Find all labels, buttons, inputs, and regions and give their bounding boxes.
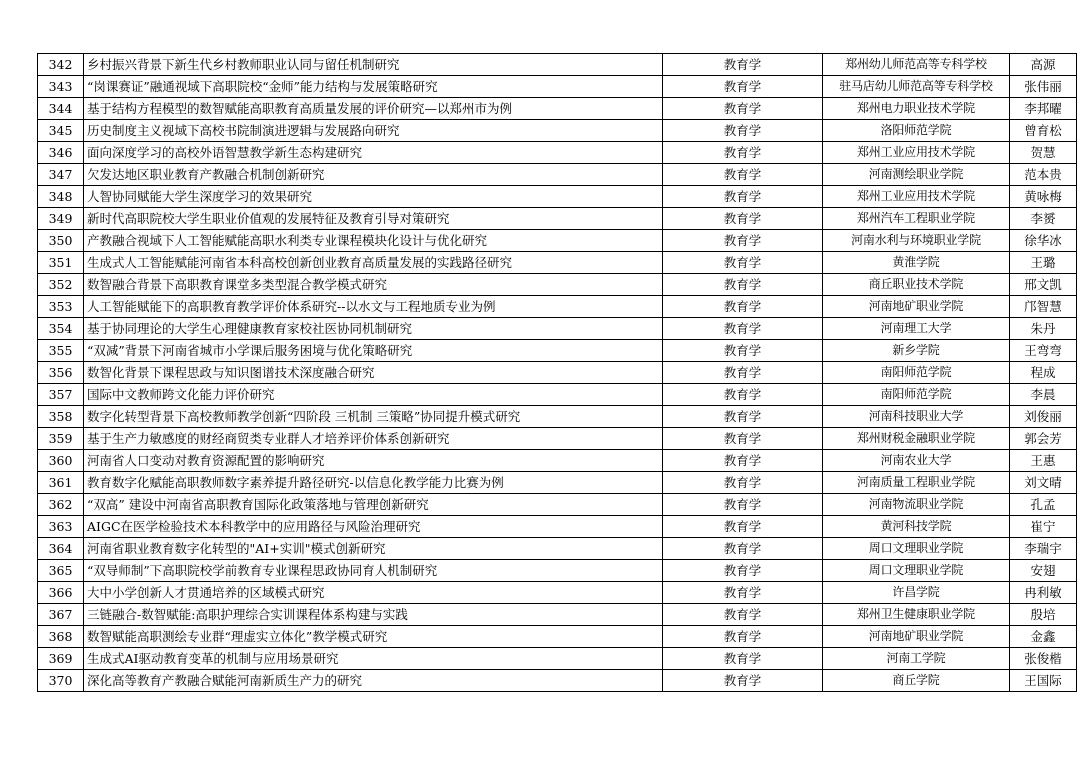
subject-cell: 教育学 (663, 472, 823, 494)
project-title-cell: 基于协同理论的大学生心理健康教育家校社医协同机制研究 (84, 318, 663, 340)
institution-cell: 河南农业大学 (823, 450, 1010, 472)
project-title-cell: 国际中文教师跨文化能力评价研究 (84, 384, 663, 406)
table-row (38, 54, 1077, 76)
project-title-cell: 基于生产力敏感度的财经商贸类专业群人才培养评价体系创新研究 (84, 428, 663, 450)
subject-cell: 教育学 (663, 208, 823, 230)
subject-cell: 教育学 (663, 560, 823, 582)
table-body (38, 54, 1077, 692)
row-number-cell: 345 (38, 120, 84, 142)
principal-name-cell: 刘文晴 (1010, 472, 1077, 494)
table-row (38, 120, 1077, 142)
principal-name-cell: 张伟丽 (1010, 76, 1077, 98)
row-number-cell: 366 (38, 582, 84, 604)
principal-name-cell: 徐华冰 (1010, 230, 1077, 252)
subject-cell: 教育学 (663, 362, 823, 384)
institution-cell: 南阳师范学院 (823, 362, 1010, 384)
row-number-cell: 343 (38, 76, 84, 98)
institution-cell: 郑州工业应用技术学院 (823, 142, 1010, 164)
row-number-cell: 370 (38, 670, 84, 692)
project-title-cell: 大中小学创新人才贯通培养的区域模式研究 (84, 582, 663, 604)
subject-cell: 教育学 (663, 538, 823, 560)
institution-cell: 商丘职业技术学院 (823, 274, 1010, 296)
project-title-cell: “双高” 建设中河南省高职教育国际化政策落地与管理创新研究 (84, 494, 663, 516)
project-title-cell: 历史制度主义视域下高校书院制演进逻辑与发展路向研究 (84, 120, 663, 142)
row-number-cell: 352 (38, 274, 84, 296)
table-row (38, 142, 1077, 164)
principal-name-cell: 李邦曜 (1010, 98, 1077, 120)
row-number-cell: 359 (38, 428, 84, 450)
principal-name-cell: 刘俊丽 (1010, 406, 1077, 428)
subject-cell: 教育学 (663, 186, 823, 208)
institution-cell: 洛阳师范学院 (823, 120, 1010, 142)
principal-name-cell: 金鑫 (1010, 626, 1077, 648)
project-title-cell: 产教融合视域下人工智能赋能高职水利类专业课程模块化设计与优化研究 (84, 230, 663, 252)
table-row (38, 164, 1077, 186)
row-number-cell: 357 (38, 384, 84, 406)
institution-cell: 郑州财税金融职业学院 (823, 428, 1010, 450)
table-row (38, 76, 1077, 98)
project-title-cell: AIGC在医学检验技术本科教学中的应用路径与风险治理研究 (84, 516, 663, 538)
principal-name-cell: 范本贵 (1010, 164, 1077, 186)
row-number-cell: 349 (38, 208, 84, 230)
project-title-cell: 数字化转型背景下高校教师教学创新“四阶段 三机制 三策略”协同提升模式研究 (84, 406, 663, 428)
table-row (38, 670, 1077, 692)
principal-name-cell: 邝智慧 (1010, 296, 1077, 318)
principal-name-cell: 崔宁 (1010, 516, 1077, 538)
row-number-cell: 364 (38, 538, 84, 560)
project-title-cell: 面向深度学习的高校外语智慧教学新生态构建研究 (84, 142, 663, 164)
row-number-cell: 360 (38, 450, 84, 472)
institution-cell: 河南水利与环境职业学院 (823, 230, 1010, 252)
subject-cell: 教育学 (663, 670, 823, 692)
project-title-cell: 河南省人口变动对教育资源配置的影响研究 (84, 450, 663, 472)
row-number-cell: 362 (38, 494, 84, 516)
project-title-cell: 人工智能赋能下的高职教育教学评价体系研究--以水文与工程地质专业为例 (84, 296, 663, 318)
project-title-cell: “双导师制”下高职院校学前教育专业课程思政协同育人机制研究 (84, 560, 663, 582)
institution-cell: 河南测绘职业学院 (823, 164, 1010, 186)
project-title-cell: 数智赋能高职测绘专业群“理虚实立体化”教学模式研究 (84, 626, 663, 648)
principal-name-cell: 程成 (1010, 362, 1077, 384)
principal-name-cell: 王惠 (1010, 450, 1077, 472)
table-row (38, 340, 1077, 362)
subject-cell: 教育学 (663, 230, 823, 252)
row-number-cell: 344 (38, 98, 84, 120)
project-title-cell: 生成式AI驱动教育变革的机制与应用场景研究 (84, 648, 663, 670)
row-number-cell: 346 (38, 142, 84, 164)
subject-cell: 教育学 (663, 76, 823, 98)
institution-cell: 郑州汽车工程职业学院 (823, 208, 1010, 230)
subject-cell: 教育学 (663, 516, 823, 538)
project-title-cell: 三链融合-数智赋能:高职护理综合实训课程体系构建与实践 (84, 604, 663, 626)
table-row (38, 230, 1077, 252)
subject-cell: 教育学 (663, 450, 823, 472)
table-row (38, 604, 1077, 626)
institution-cell: 黄河科技学院 (823, 516, 1010, 538)
row-number-cell: 353 (38, 296, 84, 318)
institution-cell: 河南理工大学 (823, 318, 1010, 340)
principal-name-cell: 黄咏梅 (1010, 186, 1077, 208)
row-number-cell: 350 (38, 230, 84, 252)
project-title-cell: 新时代高职院校大学生职业价值观的发展特征及教育引导对策研究 (84, 208, 663, 230)
institution-cell: 河南工学院 (823, 648, 1010, 670)
principal-name-cell: 李晨 (1010, 384, 1077, 406)
project-title-cell: 数智化背景下课程思政与知识图谱技术深度融合研究 (84, 362, 663, 384)
subject-cell: 教育学 (663, 648, 823, 670)
table-row (38, 472, 1077, 494)
table-row (38, 98, 1077, 120)
institution-cell: 郑州幼儿师范高等专科学校 (823, 54, 1010, 76)
table-row (38, 582, 1077, 604)
institution-cell: 河南地矿职业学院 (823, 626, 1010, 648)
table-row (38, 274, 1077, 296)
principal-name-cell: 郭会芳 (1010, 428, 1077, 450)
principal-name-cell: 张俊楷 (1010, 648, 1077, 670)
subject-cell: 教育学 (663, 626, 823, 648)
row-number-cell: 363 (38, 516, 84, 538)
principal-name-cell: 王弯弯 (1010, 340, 1077, 362)
table-row (38, 208, 1077, 230)
row-number-cell: 368 (38, 626, 84, 648)
institution-cell: 黄淮学院 (823, 252, 1010, 274)
subject-cell: 教育学 (663, 384, 823, 406)
subject-cell: 教育学 (663, 54, 823, 76)
subject-cell: 教育学 (663, 604, 823, 626)
table-row (38, 450, 1077, 472)
subject-cell: 教育学 (663, 120, 823, 142)
subject-cell: 教育学 (663, 296, 823, 318)
institution-cell: 郑州工业应用技术学院 (823, 186, 1010, 208)
table-row (38, 494, 1077, 516)
subject-cell: 教育学 (663, 582, 823, 604)
subject-cell: 教育学 (663, 406, 823, 428)
institution-cell: 南阳师范学院 (823, 384, 1010, 406)
row-number-cell: 369 (38, 648, 84, 670)
principal-name-cell: 安翅 (1010, 560, 1077, 582)
row-number-cell: 356 (38, 362, 84, 384)
subject-cell: 教育学 (663, 252, 823, 274)
subject-cell: 教育学 (663, 340, 823, 362)
principal-name-cell: 贺慧 (1010, 142, 1077, 164)
project-title-cell: 生成式人工智能赋能河南省本科高校创新创业教育高质量发展的实践路径研究 (84, 252, 663, 274)
subject-cell: 教育学 (663, 98, 823, 120)
principal-name-cell: 冉利敏 (1010, 582, 1077, 604)
row-number-cell: 358 (38, 406, 84, 428)
institution-cell: 河南物流职业学院 (823, 494, 1010, 516)
row-number-cell: 348 (38, 186, 84, 208)
institution-cell: 河南科技职业大学 (823, 406, 1010, 428)
row-number-cell: 367 (38, 604, 84, 626)
subject-cell: 教育学 (663, 274, 823, 296)
row-number-cell: 342 (38, 54, 84, 76)
subject-cell: 教育学 (663, 428, 823, 450)
institution-cell: 新乡学院 (823, 340, 1010, 362)
table-row (38, 560, 1077, 582)
table-row (38, 406, 1077, 428)
principal-name-cell: 李瑞宇 (1010, 538, 1077, 560)
project-title-cell: 人智协同赋能大学生深度学习的效果研究 (84, 186, 663, 208)
subject-cell: 教育学 (663, 494, 823, 516)
project-title-cell: 乡村振兴背景下新生代乡村教师职业认同与留任机制研究 (84, 54, 663, 76)
project-list-table (37, 53, 1077, 692)
table-row (38, 318, 1077, 340)
principal-name-cell: 殷培 (1010, 604, 1077, 626)
institution-cell: 许昌学院 (823, 582, 1010, 604)
subject-cell: 教育学 (663, 142, 823, 164)
table-row (38, 538, 1077, 560)
project-title-cell: 河南省职业教育数字化转型的"AI+实训"模式创新研究 (84, 538, 663, 560)
project-title-cell: 基于结构方程模型的数智赋能高职教育高质量发展的评价研究—以郑州市为例 (84, 98, 663, 120)
principal-name-cell: 李赟 (1010, 208, 1077, 230)
project-title-cell: 欠发达地区职业教育产教融合机制创新研究 (84, 164, 663, 186)
row-number-cell: 347 (38, 164, 84, 186)
table-row (38, 428, 1077, 450)
institution-cell: 河南质量工程职业学院 (823, 472, 1010, 494)
subject-cell: 教育学 (663, 164, 823, 186)
row-number-cell: 355 (38, 340, 84, 362)
table-row (38, 252, 1077, 274)
principal-name-cell: 王国际 (1010, 670, 1077, 692)
institution-cell: 郑州卫生健康职业学院 (823, 604, 1010, 626)
table-row (38, 626, 1077, 648)
project-title-cell: “双减”背景下河南省城市小学课后服务困境与优化策略研究 (84, 340, 663, 362)
table-row (38, 186, 1077, 208)
institution-cell: 郑州电力职业技术学院 (823, 98, 1010, 120)
institution-cell: 商丘学院 (823, 670, 1010, 692)
institution-cell: 驻马店幼儿师范高等专科学校 (823, 76, 1010, 98)
principal-name-cell: 王璐 (1010, 252, 1077, 274)
institution-cell: 周口文理职业学院 (823, 560, 1010, 582)
project-title-cell: 数智融合背景下高职教育课堂多类型混合教学模式研究 (84, 274, 663, 296)
row-number-cell: 361 (38, 472, 84, 494)
institution-cell: 河南地矿职业学院 (823, 296, 1010, 318)
row-number-cell: 354 (38, 318, 84, 340)
principal-name-cell: 孔孟 (1010, 494, 1077, 516)
principal-name-cell: 邢文凯 (1010, 274, 1077, 296)
row-number-cell: 351 (38, 252, 84, 274)
institution-cell: 周口文理职业学院 (823, 538, 1010, 560)
table-row (38, 516, 1077, 538)
table-row (38, 384, 1077, 406)
project-title-cell: 深化高等教育产教融合赋能河南新质生产力的研究 (84, 670, 663, 692)
principal-name-cell: 曾育松 (1010, 120, 1077, 142)
principal-name-cell: 朱丹 (1010, 318, 1077, 340)
table-row (38, 362, 1077, 384)
row-number-cell: 365 (38, 560, 84, 582)
subject-cell: 教育学 (663, 318, 823, 340)
project-title-cell: 教育数字化赋能高职教师数字素养提升路径研究-以信息化教学能力比赛为例 (84, 472, 663, 494)
table-row (38, 648, 1077, 670)
project-title-cell: “岗课赛证”融通视域下高职院校“金师”能力结构与发展策略研究 (84, 76, 663, 98)
table-row (38, 296, 1077, 318)
principal-name-cell: 高源 (1010, 54, 1077, 76)
